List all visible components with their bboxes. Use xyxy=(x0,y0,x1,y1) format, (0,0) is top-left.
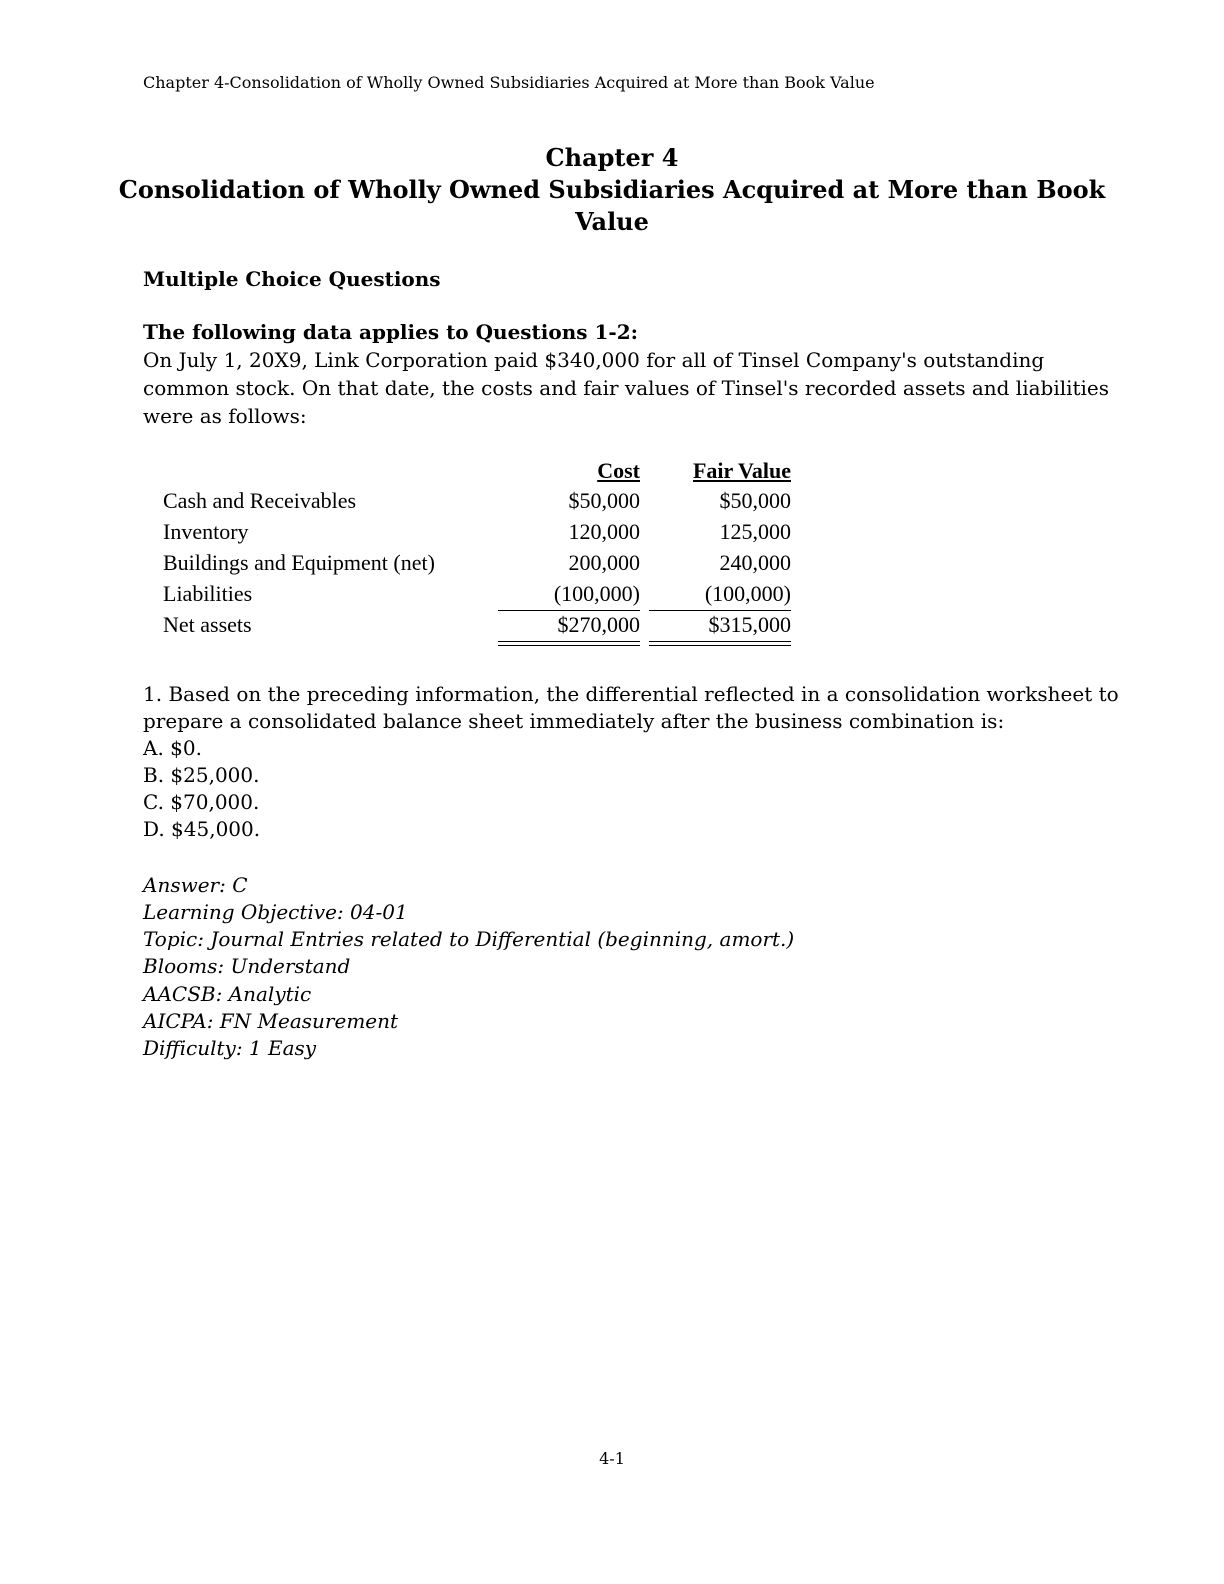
row-label: Net assets xyxy=(163,612,252,637)
table-row xyxy=(143,488,803,518)
section-heading: Multiple Choice Questions xyxy=(143,267,441,291)
aicpa: AICPA: FN Measurement xyxy=(143,1009,399,1033)
chapter-subtitle-cont: Value xyxy=(575,207,649,236)
option-d: D. $45,000. xyxy=(143,817,261,841)
total-double-rule xyxy=(649,641,791,646)
cost-cell: 200,000 xyxy=(568,550,640,575)
cost-cell: $270,000 xyxy=(557,612,640,637)
answer: Answer: C xyxy=(143,873,248,897)
fair-value-cell: $50,000 xyxy=(719,488,791,513)
difficulty: Difficulty: 1 Easy xyxy=(143,1036,317,1060)
table-header-row xyxy=(143,458,803,488)
subtotal-rule xyxy=(649,610,791,611)
fair-value-cell: 240,000 xyxy=(719,550,791,575)
option-c: C. $70,000. xyxy=(143,790,260,814)
row-label: Cash and Receivables xyxy=(163,488,357,513)
cost-cell: (100,000) xyxy=(553,581,640,606)
total-double-rule xyxy=(498,641,640,646)
chapter-subtitle: Consolidation of Wholly Owned Subsidiaries Acquired at More than Book xyxy=(118,175,1106,204)
fair-value-cell: $315,000 xyxy=(708,612,791,637)
cost-cell: $50,000 xyxy=(568,488,640,513)
subtotal-rule xyxy=(498,610,640,611)
chapter-title: Chapter 4 xyxy=(545,143,679,172)
learning-objective: Learning Objective: 04-01 xyxy=(143,900,408,924)
option-b: B. $25,000. xyxy=(143,763,260,787)
option-a: A. $0. xyxy=(143,736,202,760)
intro-line: On July 1, 20X9, Link Corporation paid $340,000 for all of Tinsel Company's outstanding xyxy=(143,348,1045,372)
question-text: prepare a consolidated balance sheet immediately after the business combination is: xyxy=(143,709,1005,733)
data-heading: The following data applies to Questions 1-2: xyxy=(143,320,639,344)
table-row xyxy=(143,519,803,549)
intro-line: common stock. On that date, the costs and fair values of Tinsel's recorded assets and liabilities xyxy=(143,376,1110,400)
row-label: Buildings and Equipment (net) xyxy=(163,550,435,575)
intro-line: were as follows: xyxy=(143,404,307,428)
table-row xyxy=(143,581,803,611)
cost-cell: 120,000 xyxy=(568,519,640,544)
topic: Topic: Journal Entries related to Differential (beginning, amort.) xyxy=(143,927,795,951)
col-header-cost: Cost xyxy=(597,458,640,483)
question-text: 1. Based on the preceding information, the differential reflected in a consolidation worksheet to xyxy=(143,682,1119,706)
page-number: 4-1 xyxy=(599,1449,625,1468)
col-header-fair-value: Fair Value xyxy=(692,458,791,483)
fair-value-cell: (100,000) xyxy=(704,581,791,606)
row-label: Liabilities xyxy=(163,581,253,606)
blooms: Blooms: Understand xyxy=(143,954,351,978)
table-row-total xyxy=(143,612,803,642)
row-label: Inventory xyxy=(163,519,249,544)
table-row xyxy=(143,550,803,580)
aacsb: AACSB: Analytic xyxy=(143,982,312,1006)
running-header: Chapter 4-Consolidation of Wholly Owned Subsidiaries Acquired at More than Book Value xyxy=(143,73,875,92)
fair-value-cell: 125,000 xyxy=(719,519,791,544)
